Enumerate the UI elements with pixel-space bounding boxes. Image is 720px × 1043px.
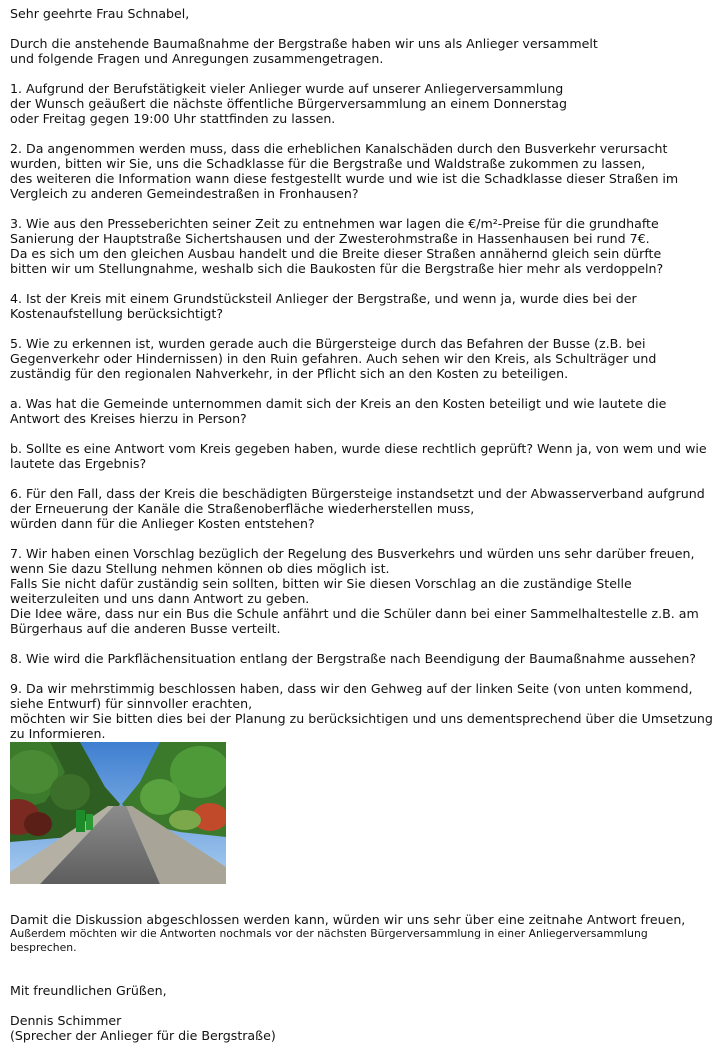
question-5 [10, 336, 714, 381]
question-line: des weiteren die Information wann diese festgestellt wurde und wie ist die Schadklasse dieser Straßen im [10, 171, 679, 186]
question-line: b. Sollte es eine Antwort vom Kreis gegeben haben, wurde diese rechtlich geprüft? Wenn ja, von wem und wie [10, 441, 707, 456]
question-line: 1. Aufgrund der Berufstätigkeit vieler Anlieger wurde auf unserer Anliegerversammlung [10, 81, 564, 96]
question-line: wurden, bitten wir Sie, uns die Schadklasse für die Bergstraße und Waldstraße zukommen zu lassen, [10, 156, 646, 171]
street-photo [10, 742, 226, 884]
question-line: Da es sich um den gleichen Ausbau handelt und die Breite dieser Straßen annähernd gleich sein dürfte [10, 246, 662, 261]
signature-name: Dennis Schimmer [10, 1013, 122, 1028]
question-line: möchten wir Sie bitten dies bei der Planung zu berücksichtigen und uns dementsprechend über die Umsetzung [10, 711, 713, 726]
intro-line: und folgende Fragen und Anregungen zusammengetragen. [10, 51, 384, 66]
question-line: Gegenverkehr oder Hindernissen) in den Ruin gefahren. Auch sehen wir den Kreis, als Schulträger und [10, 351, 657, 366]
question-line: weiterzuleiten und uns dann Antwort zu geben. [10, 591, 310, 606]
question-line: 2. Da angenommen werden muss, dass die erheblichen Kanalschäden durch den Busverkehr verursacht [10, 141, 668, 156]
question-line: 7. Wir haben einen Vorschlag bezüglich der Regelung des Busverkehrs und würden uns sehr darüber freuen, [10, 546, 695, 561]
question-line: Falls Sie nicht dafür zuständig sein sollten, bitten wir Sie diesen Vorschlag an die zuständige Stelle [10, 576, 632, 591]
question-line: 9. Da wir mehrstimmig beschlossen haben, dass wir den Gehweg auf der linken Seite (von unten kommend, [10, 681, 693, 696]
question-line: bitten wir um Stellungnahme, weshalb sich die Baukosten für die Bergstraße hier mehr als verdoppeln? [10, 261, 664, 276]
salutation: Sehr geehrte Frau Schnabel, [10, 6, 190, 21]
question-line: Bürgerhaus auf die anderen Busse verteilt. [10, 621, 281, 636]
question-5b [10, 441, 714, 471]
question-line: wenn Sie dazu Stellung nehmen können ob dies möglich ist. [10, 561, 390, 576]
question-line: a. Was hat die Gemeinde unternommen damit sich der Kreis an den Kosten beteiligt und wie lautete die [10, 396, 667, 411]
question-line: Vergleich zu anderen Gemeindestraßen in Fronhausen? [10, 186, 359, 201]
question-line: siehe Entwurf) für sinnvoller erachten, [10, 696, 253, 711]
question-line: 8. Wie wird die Parkflächensituation entlang der Bergstraße nach Beendigung der Baumaßnahme aussehen? [10, 651, 696, 666]
question-line: oder Freitag gegen 19:00 Uhr stattfinden zu lassen. [10, 111, 336, 126]
closing-line: besprechen. [10, 941, 77, 954]
question-line: Kostenaufstellung berücksichtigt? [10, 306, 224, 321]
question-6 [10, 486, 714, 531]
question-1 [10, 81, 714, 126]
question-line: zuständig für den regionalen Nahverkehr, in der Pflicht sich an den Kosten zu beteiligen. [10, 366, 569, 381]
letter [10, 6, 714, 1043]
question-line: zu Informieren. [10, 726, 106, 741]
question-line: 4. Ist der Kreis mit einem Grundstücksteil Anlieger der Bergstraße, und wenn ja, wurde dies bei der [10, 291, 637, 306]
question-line: Sanierung der Hauptstraße Sichertshausen und der Zwesterohmstraße in Hassenhausen bei rund 7€. [10, 231, 650, 246]
question-8 [10, 651, 714, 666]
question-5a [10, 396, 714, 426]
question-line: 3. Wie aus den Presseberichten seiner Zeit zu entnehmen war lagen die €/m²-Preise für die grundhafte [10, 216, 659, 231]
closing-line: Damit die Diskussion abgeschlossen werden kann, würden wir uns sehr über eine zeitnahe Antwort freuen, [10, 912, 686, 927]
greeting: Mit freundlichen Grüßen, [10, 983, 167, 998]
question-2 [10, 141, 714, 201]
intro-line: Durch die anstehende Baumaßnahme der Bergstraße haben wir uns als Anlieger versammelt [10, 36, 598, 51]
question-9 [10, 681, 714, 741]
question-line: würden dann für die Anlieger Kosten entstehen? [10, 516, 315, 531]
question-line: der Erneuerung der Kanäle die Straßenoberfläche wiederherstellen muss, [10, 501, 475, 516]
intro-paragraph [10, 36, 714, 66]
question-line: der Wunsch geäußert die nächste öffentliche Bürgerversammlung an einem Donnerstag [10, 96, 568, 111]
question-7 [10, 546, 714, 636]
question-line: lautete das Ergebnis? [10, 456, 147, 471]
closing-line: Außerdem möchten wir die Antworten nochmals vor der nächsten Bürgerversammlung in einer Anliegerversammlung [10, 927, 648, 940]
question-line: 5. Wie zu erkennen ist, wurden gerade auch die Bürgersteige durch das Befahren der Busse (z.B. bei [10, 336, 646, 351]
question-line: Antwort des Kreises hierzu in Person? [10, 411, 247, 426]
question-4 [10, 291, 714, 321]
question-3 [10, 216, 714, 276]
closing-paragraph [10, 912, 714, 955]
question-line: 6. Für den Fall, dass der Kreis die beschädigten Bürgersteige instandsetzt und der Abwasserverband aufgrund [10, 486, 705, 501]
signature-role: (Sprecher der Anlieger für die Bergstraße) [10, 1028, 276, 1043]
question-line: Die Idee wäre, dass nur ein Bus die Schule anfährt und die Schüler dann bei einer Sammelhaltestelle z.B. am [10, 606, 699, 621]
